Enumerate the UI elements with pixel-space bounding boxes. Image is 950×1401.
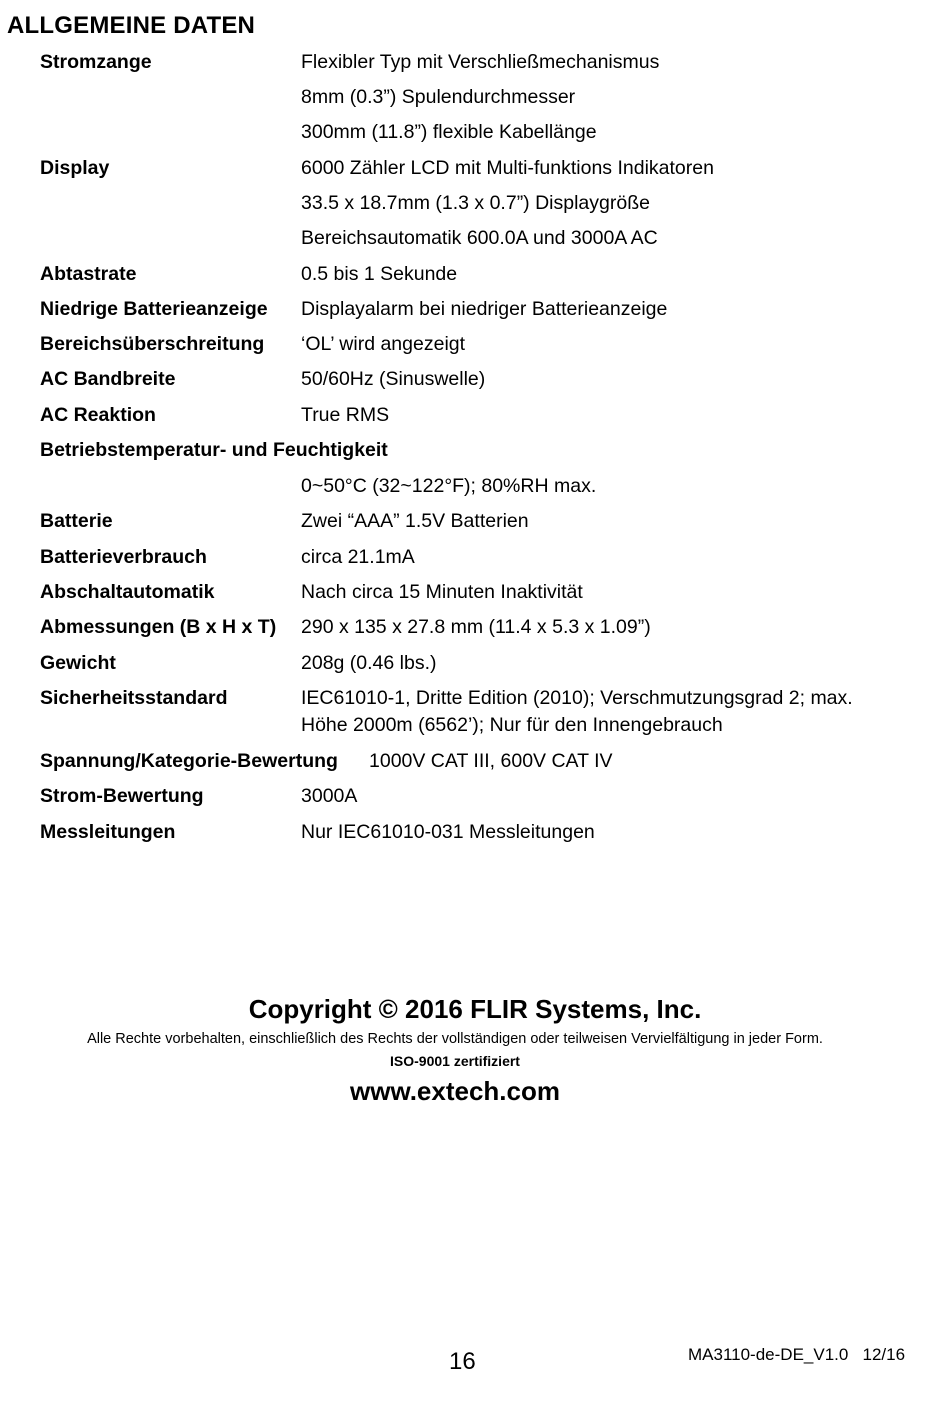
spec-value: IEC61010-1, Dritte Edition (2010); Verschmutzungsgrad 2; max. <box>301 687 853 709</box>
spec-label: Strom-Bewertung <box>40 785 204 807</box>
spec-value: 8mm (0.3”) Spulendurchmesser <box>301 86 576 108</box>
spec-value: 208g (0.46 lbs.) <box>301 652 437 674</box>
rights-statement: Alle Rechte vorbehalten, einschließlich des Rechts der vollständigen oder teilweisen Vervielfältigung in jeder Form. <box>87 1031 823 1047</box>
spec-value: Zwei “AAA” 1.5V Batterien <box>301 510 529 532</box>
spec-value: Nach circa 15 Minuten Inaktivität <box>301 581 583 603</box>
spec-label: Messleitungen <box>40 821 176 843</box>
spec-value: Flexibler Typ mit Verschließmechanismus <box>301 51 660 73</box>
spec-value: 3000A <box>301 785 358 807</box>
spec-value: Nur IEC61010-031 Messleitungen <box>301 821 595 843</box>
spec-label: Betriebstemperatur- und Feuchtigkeit <box>40 439 388 461</box>
spec-label: Abmessungen (B x H x T) <box>40 616 277 638</box>
spec-label: Abtastrate <box>40 263 137 285</box>
spec-value: circa 21.1mA <box>301 546 415 568</box>
document-id: MA3110-de-DE_V1.0 12/16 <box>688 1345 906 1364</box>
spec-value: 50/60Hz (Sinuswelle) <box>301 368 486 390</box>
spec-label: Batterieverbrauch <box>40 546 207 568</box>
spec-value: 290 x 135 x 27.8 mm (11.4 x 5.3 x 1.09”) <box>301 616 651 638</box>
section-heading: ALLGEMEINE DATEN <box>7 12 256 39</box>
spec-label: Sicherheitsstandard <box>40 687 228 709</box>
spec-value: Displayalarm bei niedriger Batterieanzeige <box>301 298 668 320</box>
spec-label: Spannung/Kategorie-Bewertung <box>40 750 338 772</box>
spec-label: AC Bandbreite <box>40 368 176 390</box>
spec-value: 33.5 x 18.7mm (1.3 x 0.7”) Displaygröße <box>301 192 650 214</box>
spec-value: Höhe 2000m (6562’); Nur für den Innengebrauch <box>301 714 723 736</box>
website-url: www.extech.com <box>350 1076 560 1106</box>
spec-value: True RMS <box>301 404 390 426</box>
spec-label: Stromzange <box>40 51 152 73</box>
iso-certification: ISO-9001 zertifiziert <box>390 1053 520 1069</box>
copyright-notice: Copyright © 2016 FLIR Systems, Inc. <box>248 994 702 1024</box>
spec-value: 6000 Zähler LCD mit Multi-funktions Indikatoren <box>301 157 714 179</box>
spec-label: Display <box>40 157 110 179</box>
spec-label: Niedrige Batterieanzeige <box>40 298 268 320</box>
spec-label: Batterie <box>40 510 113 532</box>
spec-label: Bereichsüberschreitung <box>40 333 265 355</box>
spec-value: ‘OL’ wird angezeigt <box>301 333 466 355</box>
spec-value: 1000V CAT III, 600V CAT IV <box>369 750 613 772</box>
spec-value: Bereichsautomatik 600.0A und 3000A AC <box>301 227 658 249</box>
spec-label: Gewicht <box>40 652 116 674</box>
spec-value: 300mm (11.8”) flexible Kabellänge <box>301 121 597 143</box>
page-number: 16 <box>449 1348 476 1375</box>
spec-label: AC Reaktion <box>40 404 156 426</box>
spec-label: Abschaltautomatik <box>40 581 215 603</box>
spec-value: 0.5 bis 1 Sekunde <box>301 263 458 285</box>
spec-value: 0~50°C (32~122°F); 80%RH max. <box>301 475 597 497</box>
